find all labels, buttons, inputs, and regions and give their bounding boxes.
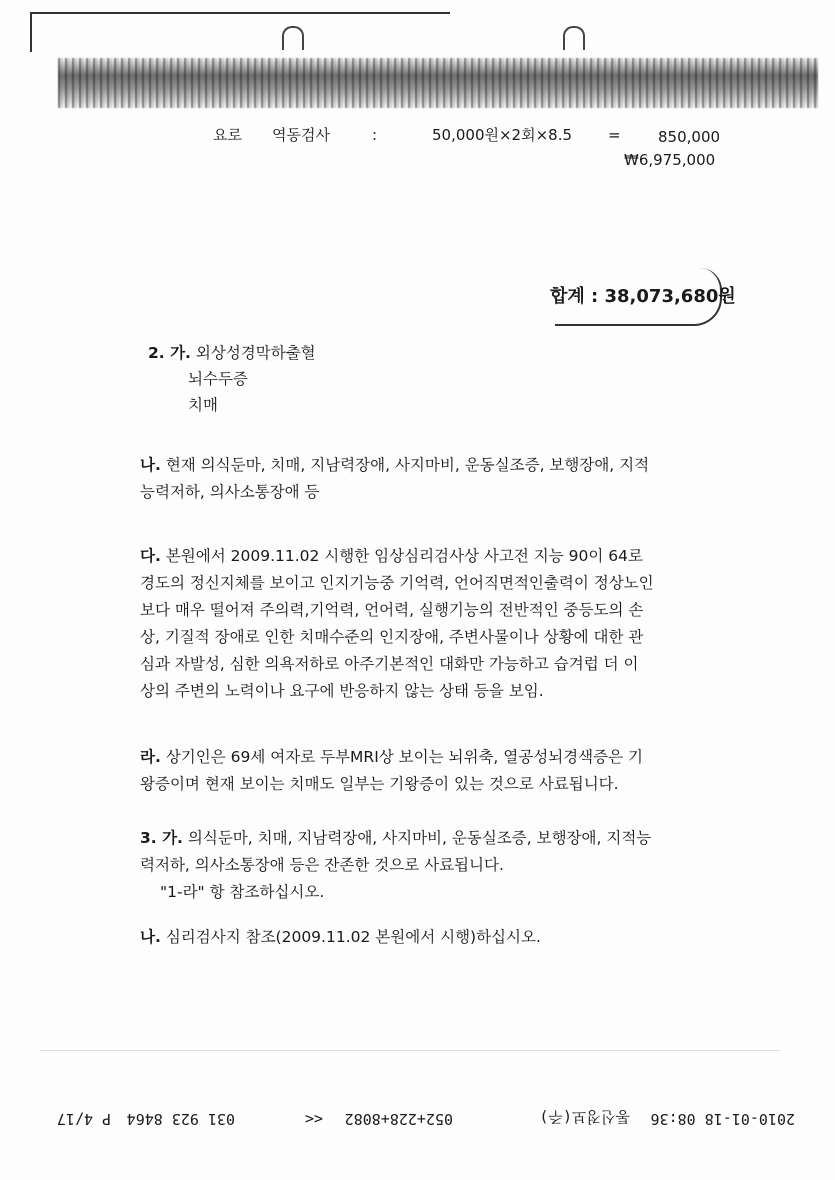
section3-na-line-1: 심리검사지 참조(2009.11.02 본원에서 시행)하십시오. [165, 928, 541, 946]
punch-hole-mark-left [282, 26, 304, 50]
punch-hole-mark-right [563, 26, 585, 50]
cost-amount: 850,000 [658, 128, 721, 146]
section2-ra [140, 744, 710, 798]
section2-ga-label: 2. 가. [148, 344, 191, 362]
footer-sender: 통신정보(주) [539, 1108, 630, 1126]
frame-line-top [30, 12, 450, 14]
footer-page: P 4/17 [56, 1110, 111, 1128]
cost-equals: = [608, 126, 621, 144]
section2-na-label: 나. [140, 456, 161, 474]
section3-ga-label: 3. 가. [140, 829, 183, 847]
fax-scan-noise-band [58, 58, 818, 108]
cost-subtotal: ₩6,975,000 [624, 151, 716, 169]
frame-line-left [30, 12, 32, 52]
cost-colon: : [372, 126, 378, 144]
section3-ga [140, 825, 710, 906]
section2-da-line-3: 보다 매우 떨어져 주의력,기억력, 언어력, 실행기능의 전반적인 중등도의 손 [140, 601, 644, 619]
footer-phone2: 031 923 8464 [126, 1110, 235, 1128]
cost-item: 역동검사 [272, 126, 330, 144]
section2-da-line-6: 상의 주변의 노력이나 요구에 반응하지 않는 상태 등을 보임. [140, 682, 544, 700]
cost-category: 요로 [213, 126, 242, 144]
section2-ga-line-2: 뇌수두증 [188, 370, 248, 388]
section2-na-line-2: 능력저하, 의사소통장애 등 [140, 483, 320, 501]
section2-ga [148, 340, 718, 418]
fax-transmission-footer [0, 1098, 835, 1138]
section2-ra-line-1: 상기인은 69세 여자로 두부MRI상 보이는 뇌위축, 열공성뇌경색증은 기 [165, 748, 643, 766]
cost-formula: 50,000원×2회×8.5 [432, 126, 573, 144]
section2-ra-line-2: 왕증이며 현재 보이는 치매도 일부는 기왕증이 있는 것으로 사료됩니다. [140, 775, 619, 793]
section2-da [140, 543, 710, 705]
section2-da-line-1: 본원에서 2009.11.02 시행한 임상심리검사상 사고전 지능 90이 64로 [165, 547, 643, 565]
section3-na-label: 나. [140, 928, 161, 946]
section2-na [140, 452, 710, 506]
section2-ga-line-3: 치매 [188, 396, 218, 414]
footer-arrows: << [304, 1110, 323, 1128]
section2-ra-label: 라. [140, 748, 161, 766]
section2-da-label: 다. [140, 547, 161, 565]
scan-artifact-line [40, 1050, 780, 1051]
section3-ga-line-2: 력저하, 의사소통장애 등은 잔존한 것으로 사료됩니다. [140, 856, 504, 874]
section3-ga-line-1: 의식둔마, 치매, 지남력장애, 사지마비, 운동실조증, 보행장애, 지적능 [187, 829, 652, 847]
section3-na [140, 924, 710, 951]
section2-da-line-4: 상, 기질적 장애로 인한 치매수준의 인지장애, 주변사물이나 상황에 대한 관 [140, 628, 644, 646]
footer-datetime: 2010-01-18 08:36 [650, 1110, 795, 1128]
grand-total: 합계 : 38,073,680원 [550, 286, 736, 307]
section2-na-line-1: 현재 의식둔마, 치매, 지남력장애, 사지마비, 운동실조증, 보행장애, 지적 [165, 456, 650, 474]
section3-ga-line-3: "1-라" 항 참조하십시오. [160, 883, 325, 901]
section2-da-line-5: 심과 자발성, 심한 의욕저하로 아주기본적인 대화만 가능하고 습겨럽 더 이 [140, 655, 639, 673]
section2-ga-line-1: 외상성경막하출혈 [195, 344, 316, 362]
footer-phone1: 052+228+8082 [344, 1110, 453, 1128]
section2-da-line-2: 경도의 정신지체를 보이고 인지기능중 기억력, 언어직면적인출력이 정상노인 [140, 574, 654, 592]
